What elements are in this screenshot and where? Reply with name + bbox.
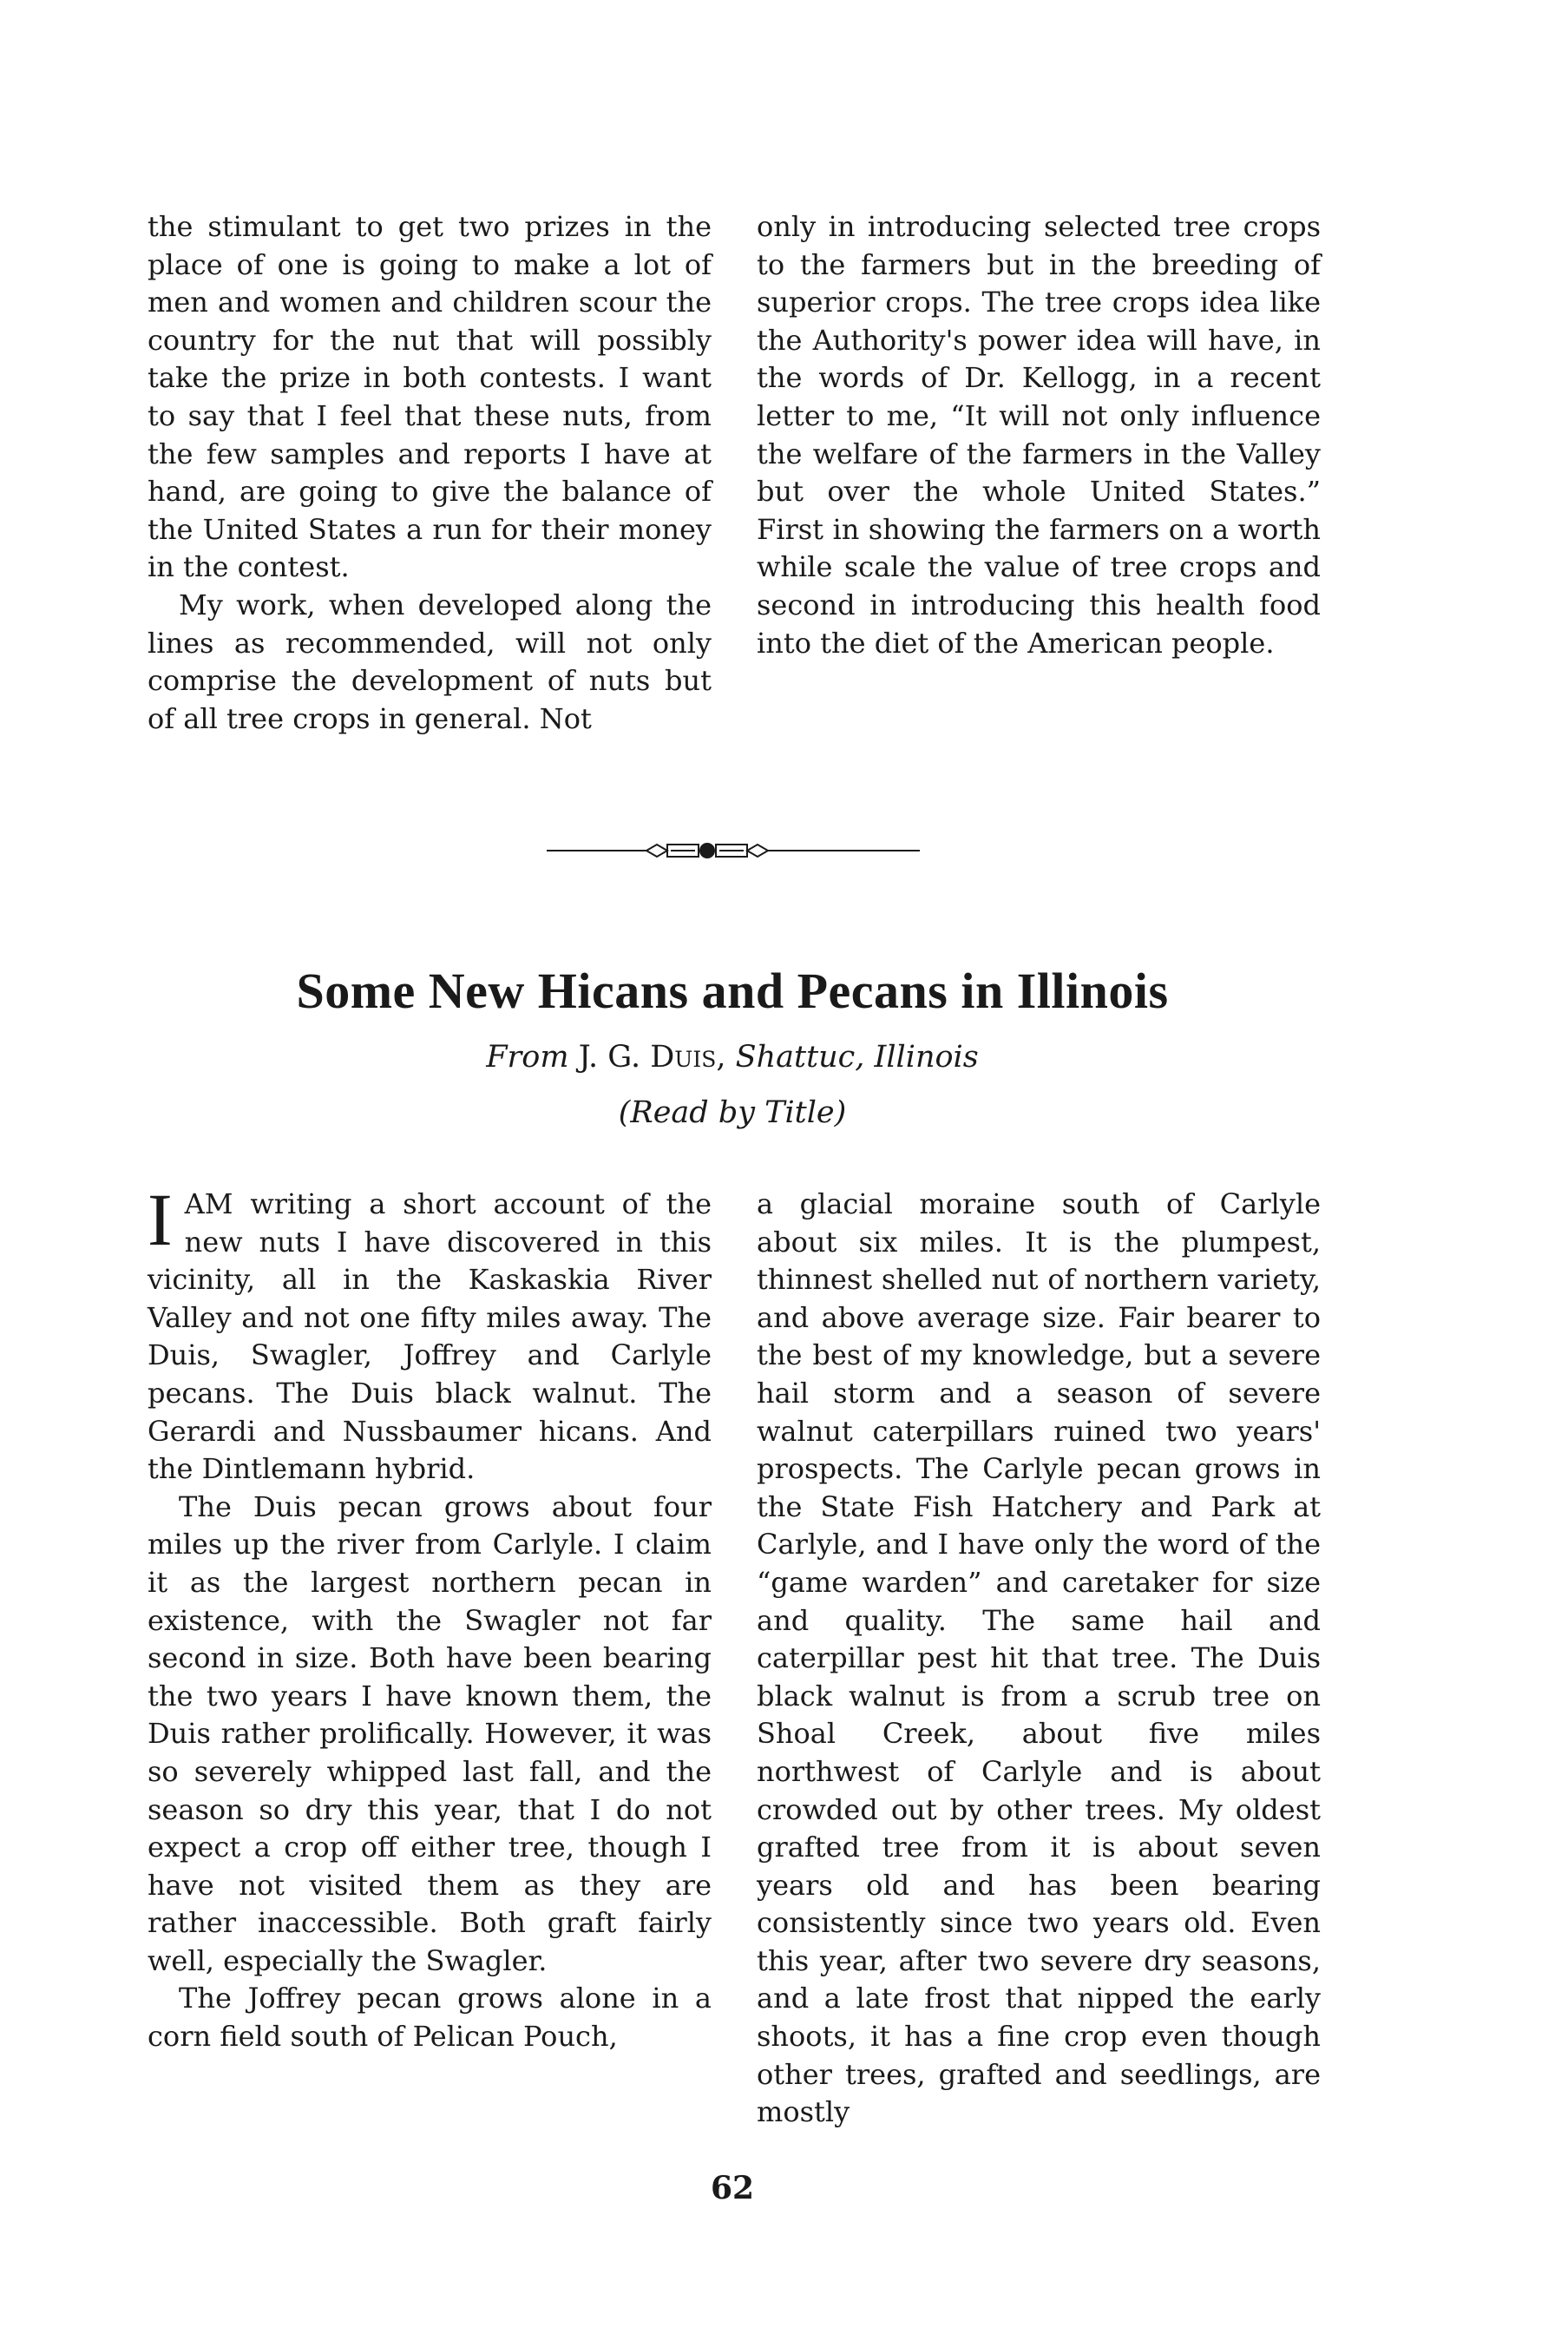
drop-cap: I: [148, 1178, 173, 1261]
paragraph: My work, when developed along the lines as recommended, will not only comprise the development of nuts but of all tree crops in general. Not: [148, 588, 712, 735]
article-left-column: [148, 1178, 712, 2056]
article-title: Some New Hicans and Pecans in Illinois: [296, 963, 1169, 1019]
paragraph: only in introducing selected tree crops to the farmers but in the breeding of superior crops. The tree crops idea like the Authority's power idea will have, in the words of Dr. Kellogg, in a recent letter to me, “It will not only influence the welfare of the farmers in the Valley but over the whole United States.” First in showing the farmers on a worth while scale the value of tree crops and second in introducing this health food into the diet of the American people.: [757, 210, 1321, 660]
paragraph: the stimulant to get two prizes in the place of one is going to make a lot of men and women and children scour the country for the nut that will possibly take the prize in both contests. I want to say that I feel that these nuts, from the few samples and reports I have at hand, are going to give the balance of the United States a run for their money in the contest.: [148, 210, 712, 584]
byline-author: J. G. Duis,: [578, 1040, 726, 1075]
section-divider-ornament: [547, 833, 1024, 868]
paragraph-text: AM writing a short account of the new nuts I have discovered in this vicinity, all in the Kaskaskia River Valley and not one fifty miles away. The Duis, Swagler, Joffrey and Carlyle pecans. The Duis black walnut. The Gerardi and Nussbaumer hicans. And the Dintlemann hybrid.: [148, 1187, 712, 1486]
byline-place: Shattuc, Illinois: [735, 1040, 979, 1075]
paragraph: The Duis pecan grows about four miles up the river from Carlyle. I claim it as the largest northern pecan in existence, with the Swagler not far second in size. Both have been bearing the two years I have known them, the Duis rather prolifically. However, it was so severely whipped last fall, and the season so dry this year, that I do not expect a crop off either tree, though I have not visited them as they are rather inaccessible. Both graft fairly well, especially the Swagler.: [148, 1489, 712, 1977]
article-right-column: [757, 1186, 1321, 2132]
read-by-title-note: (Read by Title): [618, 1095, 847, 1130]
byline-from: From: [486, 1040, 569, 1075]
article-byline: [0, 1038, 1465, 1076]
paragraph: [148, 1178, 712, 1489]
paragraph: a glacial moraine south of Carlyle about six miles. It is the plumpest, thinnest shelled nut of northern variety, and above average size. Fair bearer to the best of my knowledge, but a severe hail storm and a season of severe walnut caterpillars ruined two years' prospects. The Carlyle pecan grows in the State Fish Hatchery and Park at Carlyle, and I have only the word of the “game warden” and caretaker for size and quality. The same hail and caterpillar pest hit that tree. The Duis black walnut is from a scrub tree on Shoal Creek, about five miles northwest of Carlyle and is about crowded out by other trees. My oldest grafted tree from it is about seven years old and has been bearing consistently since two years old. Even this year, after two severe dry seasons, and a late frost that nipped the early shoots, it has a fine crop even though other trees, grafted and seedlings, are mostly: [757, 1187, 1321, 2129]
paragraph: The Joffrey pecan grows alone in a corn field south of Pelican Pouch,: [148, 1982, 712, 2054]
continued-right-column: [757, 208, 1321, 662]
continued-left-column: [148, 208, 712, 738]
page-number: 62: [710, 2170, 755, 2206]
